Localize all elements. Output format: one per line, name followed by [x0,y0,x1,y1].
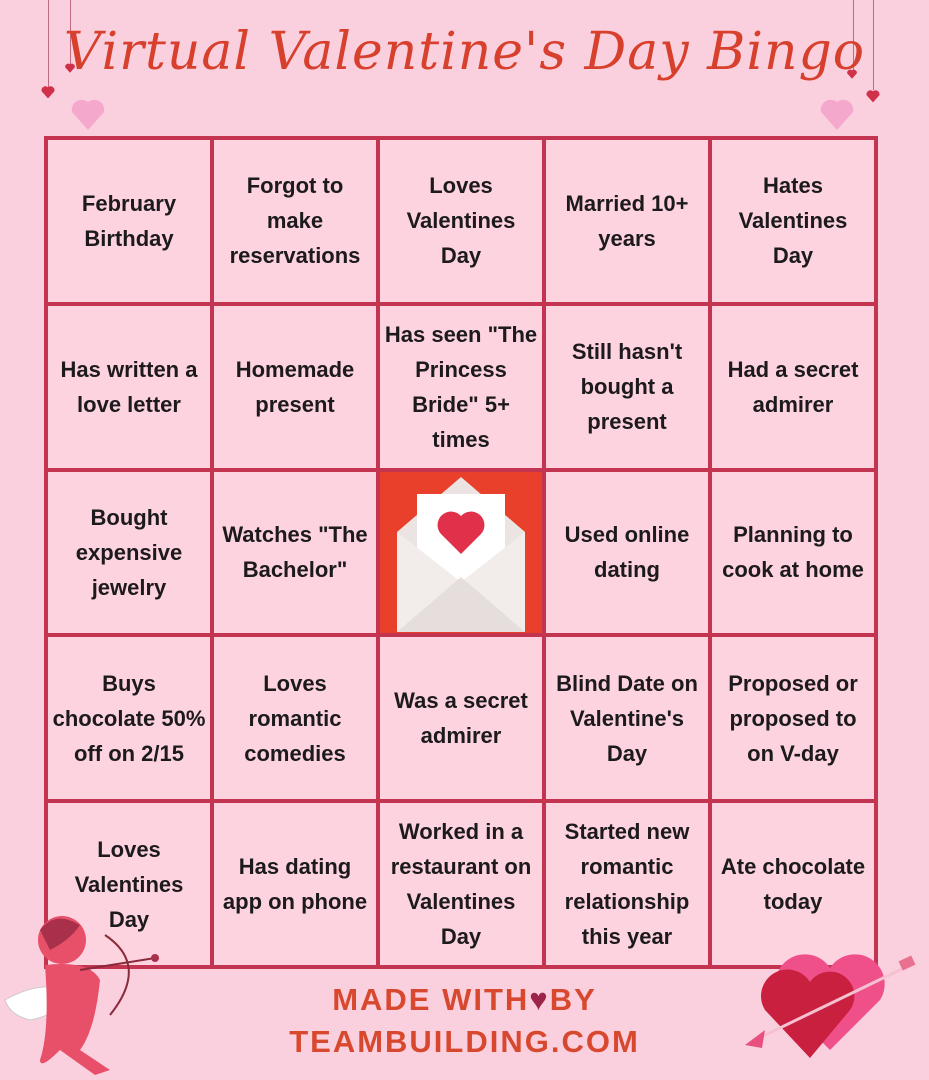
bingo-cell[interactable] [380,637,542,799]
bingo-cell[interactable] [712,472,874,634]
bingo-cell-text: Used online dating [564,522,690,583]
bingo-cell-text: Hates Valentines Day [738,173,848,269]
bingo-cell-text: Has dating app on phone [222,854,368,915]
bingo-cell[interactable] [48,472,210,634]
bingo-cell[interactable] [712,637,874,799]
bingo-cell-text: Ate chocolate today [720,854,866,915]
bingo-cell-text: Has seen "The Princess Bride" 5+ times [384,321,538,452]
bingo-cell[interactable] [48,140,210,302]
bingo-grid [44,136,878,969]
bingo-cell-text: Loves Valentines Day [74,836,184,932]
bingo-cell[interactable] [380,306,542,468]
bingo-cell[interactable] [214,306,376,468]
footer-made-with: MADE WITH [332,982,530,1017]
footer-by: BY [549,982,597,1017]
bingo-cell-text: Worked in a restaurant on Valentines Day [390,819,532,950]
bingo-cell[interactable] [712,803,874,965]
bingo-cell-text: Buys chocolate 50% off on 2/15 [52,670,206,766]
bingo-cell[interactable] [48,637,210,799]
bingo-cell-text: Was a secret admirer [394,688,528,749]
bingo-cell-text: Bought expensive jewelry [75,504,183,600]
bingo-cell-text: Blind Date on Valentine's Day [556,670,698,766]
heart-icon [815,94,859,134]
page-title: Virtual Valentine's Day Bingo [63,22,866,82]
bingo-cell[interactable] [546,472,708,634]
bingo-cell-text: Has written a love letter [60,356,198,417]
bingo-cell-text: Loves romantic comedies [244,670,346,766]
bingo-cell[interactable] [546,637,708,799]
bingo-cell-text: Forgot to make reservations [229,173,361,269]
footer-line-1 [0,982,929,1018]
bingo-cell[interactable] [48,306,210,468]
bingo-cell-text: Watches "The Bachelor" [222,522,368,583]
bingo-cell-text: Planning to cook at home [722,522,864,583]
bingo-cell-text: Had a secret admirer [727,356,859,417]
heart-icon [40,84,56,100]
bingo-cell-text: February Birthday [81,190,177,251]
heart-icon: ♥ [529,982,550,1017]
bingo-cell-text: Homemade present [235,356,355,417]
bingo-cell-text: Proposed or proposed to on V-day [728,670,858,766]
bingo-cell[interactable] [214,803,376,965]
bingo-cell[interactable] [546,306,708,468]
bingo-cell[interactable] [546,803,708,965]
heart-icon [865,88,881,104]
free-space-cell[interactable] [380,472,542,634]
heart-icon [66,94,110,134]
bingo-cell-text: Still hasn't bought a present [571,339,683,435]
bingo-cell-text: Loves Valentines Day [406,173,516,269]
bingo-cell[interactable] [214,637,376,799]
bingo-cell[interactable] [380,140,542,302]
bingo-cell[interactable] [214,472,376,634]
bingo-cell-text: Married 10+ years [565,190,689,251]
footer-brand: TEAMBUILDING.COM [289,1024,640,1059]
bingo-cell[interactable] [546,140,708,302]
bingo-cell[interactable] [712,140,874,302]
bingo-cell[interactable] [712,306,874,468]
bingo-cell-text: Started new romantic relationship this year [564,819,690,950]
bingo-cell[interactable] [380,803,542,965]
love-letter-envelope-icon [391,472,531,632]
bingo-cell[interactable] [214,140,376,302]
